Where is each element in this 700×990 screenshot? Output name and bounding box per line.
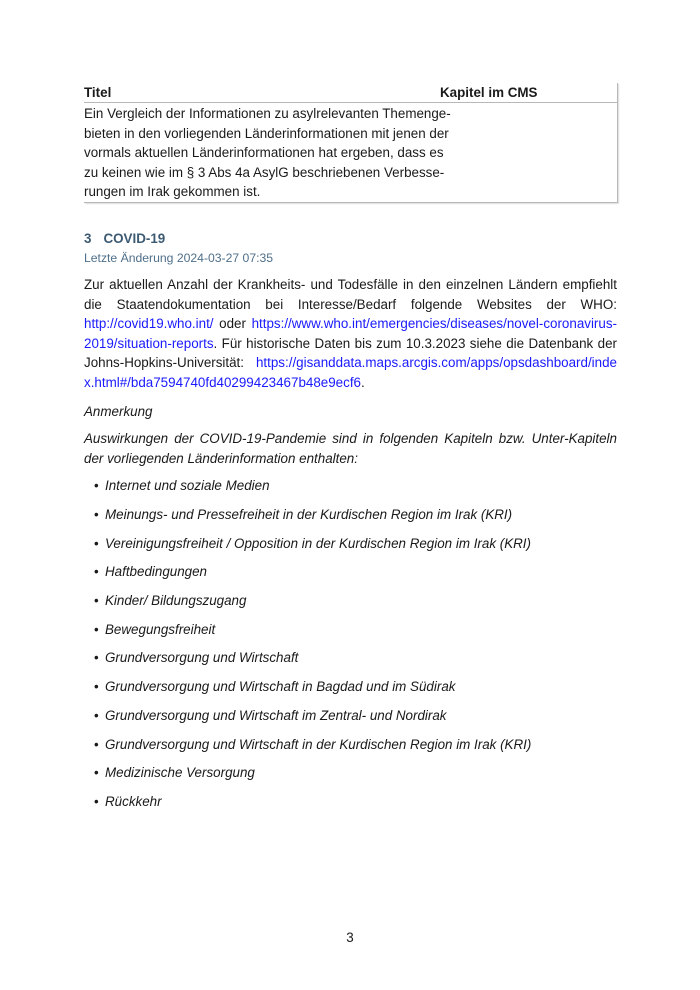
cell-line: zu keinen wie im § 3 Abs 4a AsylG beschriebenen Verbesse- [84, 164, 445, 180]
who-covid-link[interactable]: http://covid19.who.int/ [84, 316, 214, 332]
list-item [94, 622, 617, 651]
item-text: Grundversorgung und Wirtschaft in Bagdad und im Südirak [105, 679, 456, 695]
item-text: Grundversorgung und Wirtschaft im Zentral- und Nordirak [105, 707, 447, 723]
bullet: • [94, 507, 99, 522]
text: . Für historische Daten bis zum 10.3.2023 siehe die Datenbank der Johns-Hopkins-Universität: [84, 335, 617, 371]
page-content [84, 0, 617, 823]
section-title: COVID-19 [103, 230, 166, 246]
jhu-dashboard-link[interactable]: https://gisanddata.maps.arcgis.com/apps/opsdashboard/index.html#/bda7594740fd40299423467b48e9ecf6 [84, 355, 617, 390]
item-text: Grundversorgung und Wirtschaft in der Kurdischen Region im Irak (KRI) [105, 736, 532, 752]
list-item [94, 564, 617, 593]
note-heading: Anmerkung [84, 403, 153, 419]
body-paragraph [84, 275, 617, 393]
list-item [94, 593, 617, 622]
cell-line: rungen im Irak gekommen ist. [84, 184, 261, 200]
list-item [94, 765, 617, 794]
item-text: Kinder/ Bildungszugang [105, 593, 247, 609]
list-item [94, 536, 617, 565]
item-text: Haftbedingungen [105, 564, 208, 580]
table-row [84, 103, 617, 202]
section-number: 3 [84, 230, 92, 246]
section-heading [84, 230, 617, 247]
bullet: • [94, 650, 99, 666]
bullet: • [94, 736, 99, 752]
bullet: • [94, 535, 99, 551]
item-text: Medizinische Versorgung [105, 765, 255, 781]
item-text: Bewegungsfreiheit [105, 621, 216, 637]
note-intro: Auswirkungen der COVID-19-Pandemie sind in folgenden Kapiteln bzw. Unter-Kapiteln der vorliegenden Länderinformation enthalten: [84, 431, 617, 466]
list-item [94, 737, 617, 766]
text: oder [213, 316, 252, 332]
bullet: • [94, 765, 99, 781]
bullet: • [94, 593, 99, 609]
item-text: Meinungs- und Pressefreiheit in der Kurdischen Region im Irak (KRI) [105, 507, 513, 522]
list-item [94, 650, 617, 679]
bullet: • [94, 679, 99, 695]
table-header [84, 83, 617, 103]
chapter-list [94, 478, 617, 822]
text: Zur aktuellen Anzahl der Krankheits- und Todesfälle in den einzelnen Ländern empfiehlt die Staatendokumentation bei Interesse/Bedarf folgende Websites der WHO: [84, 276, 617, 312]
item-text: Rückkehr [105, 793, 162, 809]
bullet: • [94, 621, 99, 637]
cell-line: vormals aktuellen Länderinformationen hat ergeben, dass es [84, 145, 444, 161]
cell-line: bieten in den vorliegenden Länderinformationen mit jenen der [84, 125, 449, 141]
list-item [94, 794, 617, 823]
header-title: Titel [84, 85, 112, 100]
list-item [94, 478, 617, 507]
page-number: 3 [346, 930, 354, 945]
item-text: Grundversorgung und Wirtschaft [105, 650, 299, 666]
item-text: Vereinigungsfreiheit / Opposition in der Kurdischen Region im Irak (KRI) [105, 535, 531, 551]
text: . [361, 374, 365, 390]
list-item [94, 708, 617, 737]
bullet: • [94, 707, 99, 723]
item-text: Internet und soziale Medien [105, 478, 270, 494]
last-modified: Letzte Änderung 2024-03-27 07:35 [84, 250, 274, 265]
bullet: • [94, 478, 99, 494]
list-item [94, 507, 617, 536]
list-item [94, 679, 617, 708]
header-chapter: Kapitel im CMS [440, 85, 538, 100]
cell-chapter [440, 104, 617, 202]
who-situation-reports-link[interactable]: https://www.who.int/emergencies/diseases/novel-coronavirus-2019/situation-reports [84, 316, 617, 351]
bullet: • [94, 564, 99, 580]
cell-title [84, 104, 451, 202]
cell-line: Ein Vergleich der Informationen zu asylrelevanten Themenge- [84, 106, 451, 121]
bullet: • [94, 793, 99, 809]
info-table [84, 83, 618, 203]
